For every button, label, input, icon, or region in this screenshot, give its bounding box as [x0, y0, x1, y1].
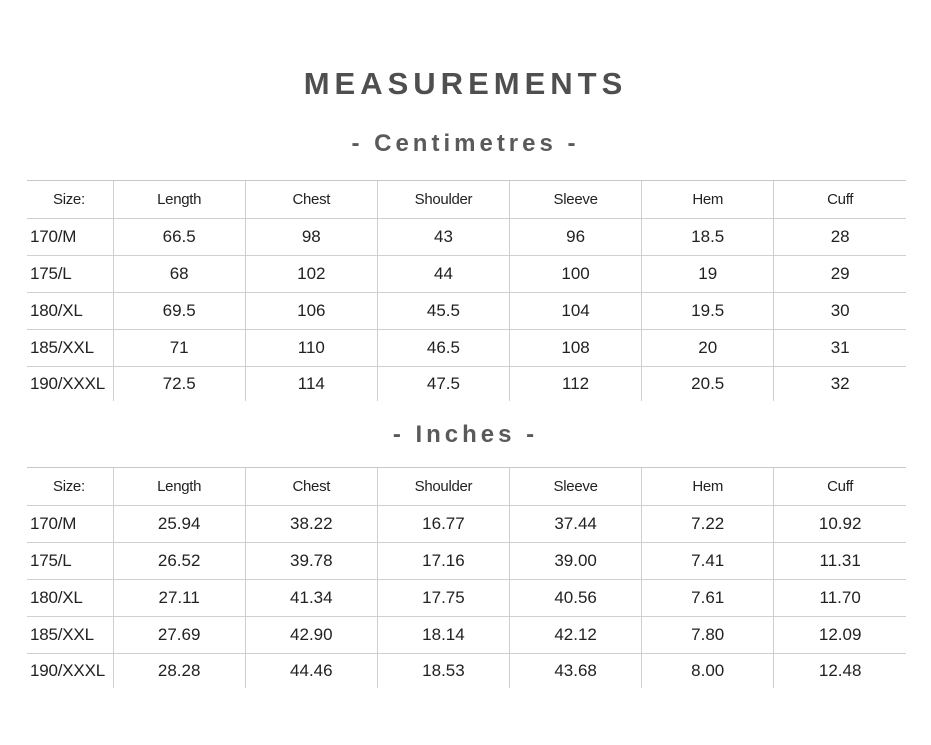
table-row: [27, 293, 906, 330]
cell-shoulder: 46.5: [377, 330, 509, 367]
cell-chest: 39.78: [245, 543, 377, 580]
header-length: Length: [113, 468, 245, 506]
cell-cuff: 10.92: [774, 506, 906, 543]
cell-size: 180/XL: [27, 293, 113, 330]
cell-shoulder: 16.77: [377, 506, 509, 543]
header-shoulder: Shoulder: [377, 468, 509, 506]
header-sleeve: Sleeve: [510, 181, 642, 219]
cell-length: 68: [113, 256, 245, 293]
cell-sleeve: 112: [510, 367, 642, 402]
cell-chest: 114: [245, 367, 377, 402]
header-size: Size:: [27, 181, 113, 219]
cell-hem: 7.80: [642, 617, 774, 654]
cell-shoulder: 17.16: [377, 543, 509, 580]
cell-chest: 41.34: [245, 580, 377, 617]
cell-hem: 19: [642, 256, 774, 293]
cell-sleeve: 108: [510, 330, 642, 367]
cell-shoulder: 17.75: [377, 580, 509, 617]
cell-size: 175/L: [27, 543, 113, 580]
cell-length: 71: [113, 330, 245, 367]
cell-cuff: 29: [774, 256, 906, 293]
cell-shoulder: 45.5: [377, 293, 509, 330]
inches-table: [27, 467, 906, 688]
cell-hem: 19.5: [642, 293, 774, 330]
table-row: [27, 617, 906, 654]
header-chest: Chest: [245, 468, 377, 506]
cell-length: 27.69: [113, 617, 245, 654]
table-row: [27, 330, 906, 367]
cell-cuff: 11.70: [774, 580, 906, 617]
cell-chest: 106: [245, 293, 377, 330]
cell-length: 69.5: [113, 293, 245, 330]
header-chest: Chest: [245, 181, 377, 219]
cell-cuff: 11.31: [774, 543, 906, 580]
cell-sleeve: 100: [510, 256, 642, 293]
table-row: [27, 543, 906, 580]
cell-sleeve: 104: [510, 293, 642, 330]
cell-size: 170/M: [27, 506, 113, 543]
table-row: [27, 367, 906, 402]
cell-hem: 20: [642, 330, 774, 367]
cell-shoulder: 43: [377, 219, 509, 256]
cell-hem: 20.5: [642, 367, 774, 402]
cell-length: 28.28: [113, 654, 245, 689]
cell-sleeve: 42.12: [510, 617, 642, 654]
cell-chest: 98: [245, 219, 377, 256]
centimetres-heading: - Centimetres -: [351, 130, 580, 157]
cell-cuff: 12.09: [774, 617, 906, 654]
page-title: MEASUREMENTS: [303, 66, 628, 101]
table-row: [27, 219, 906, 256]
table-row: [27, 506, 906, 543]
table-header-row: [27, 468, 906, 506]
cell-cuff: 28: [774, 219, 906, 256]
centimetres-table: [27, 180, 906, 401]
cell-sleeve: 37.44: [510, 506, 642, 543]
cell-size: 190/XXXL: [27, 367, 113, 402]
cell-length: 27.11: [113, 580, 245, 617]
cell-chest: 110: [245, 330, 377, 367]
cell-length: 25.94: [113, 506, 245, 543]
inches-heading: - Inches -: [392, 421, 539, 448]
table-row: [27, 580, 906, 617]
header-sleeve: Sleeve: [510, 468, 642, 506]
cell-cuff: 31: [774, 330, 906, 367]
cell-hem: 18.5: [642, 219, 774, 256]
cell-length: 72.5: [113, 367, 245, 402]
header-shoulder: Shoulder: [377, 181, 509, 219]
table-row: [27, 654, 906, 689]
cell-hem: 7.22: [642, 506, 774, 543]
header-length: Length: [113, 181, 245, 219]
cell-size: 185/XXL: [27, 617, 113, 654]
cell-hem: 8.00: [642, 654, 774, 689]
cell-hem: 7.41: [642, 543, 774, 580]
header-hem: Hem: [642, 181, 774, 219]
header-cuff: Cuff: [774, 181, 906, 219]
header-size: Size:: [27, 468, 113, 506]
cell-chest: 38.22: [245, 506, 377, 543]
cell-hem: 7.61: [642, 580, 774, 617]
header-cuff: Cuff: [774, 468, 906, 506]
cell-cuff: 32: [774, 367, 906, 402]
cell-length: 26.52: [113, 543, 245, 580]
cell-sleeve: 39.00: [510, 543, 642, 580]
cell-cuff: 12.48: [774, 654, 906, 689]
cell-size: 170/M: [27, 219, 113, 256]
cell-shoulder: 44: [377, 256, 509, 293]
cell-shoulder: 18.14: [377, 617, 509, 654]
cell-size: 185/XXL: [27, 330, 113, 367]
header-hem: Hem: [642, 468, 774, 506]
cell-size: 180/XL: [27, 580, 113, 617]
cell-length: 66.5: [113, 219, 245, 256]
cell-sleeve: 40.56: [510, 580, 642, 617]
cell-cuff: 30: [774, 293, 906, 330]
cell-shoulder: 18.53: [377, 654, 509, 689]
cell-chest: 44.46: [245, 654, 377, 689]
cell-sleeve: 43.68: [510, 654, 642, 689]
cell-chest: 42.90: [245, 617, 377, 654]
cell-chest: 102: [245, 256, 377, 293]
table-row: [27, 256, 906, 293]
cell-sleeve: 96: [510, 219, 642, 256]
cell-size: 175/L: [27, 256, 113, 293]
table-header-row: [27, 181, 906, 219]
cell-size: 190/XXXL: [27, 654, 113, 689]
cell-shoulder: 47.5: [377, 367, 509, 402]
